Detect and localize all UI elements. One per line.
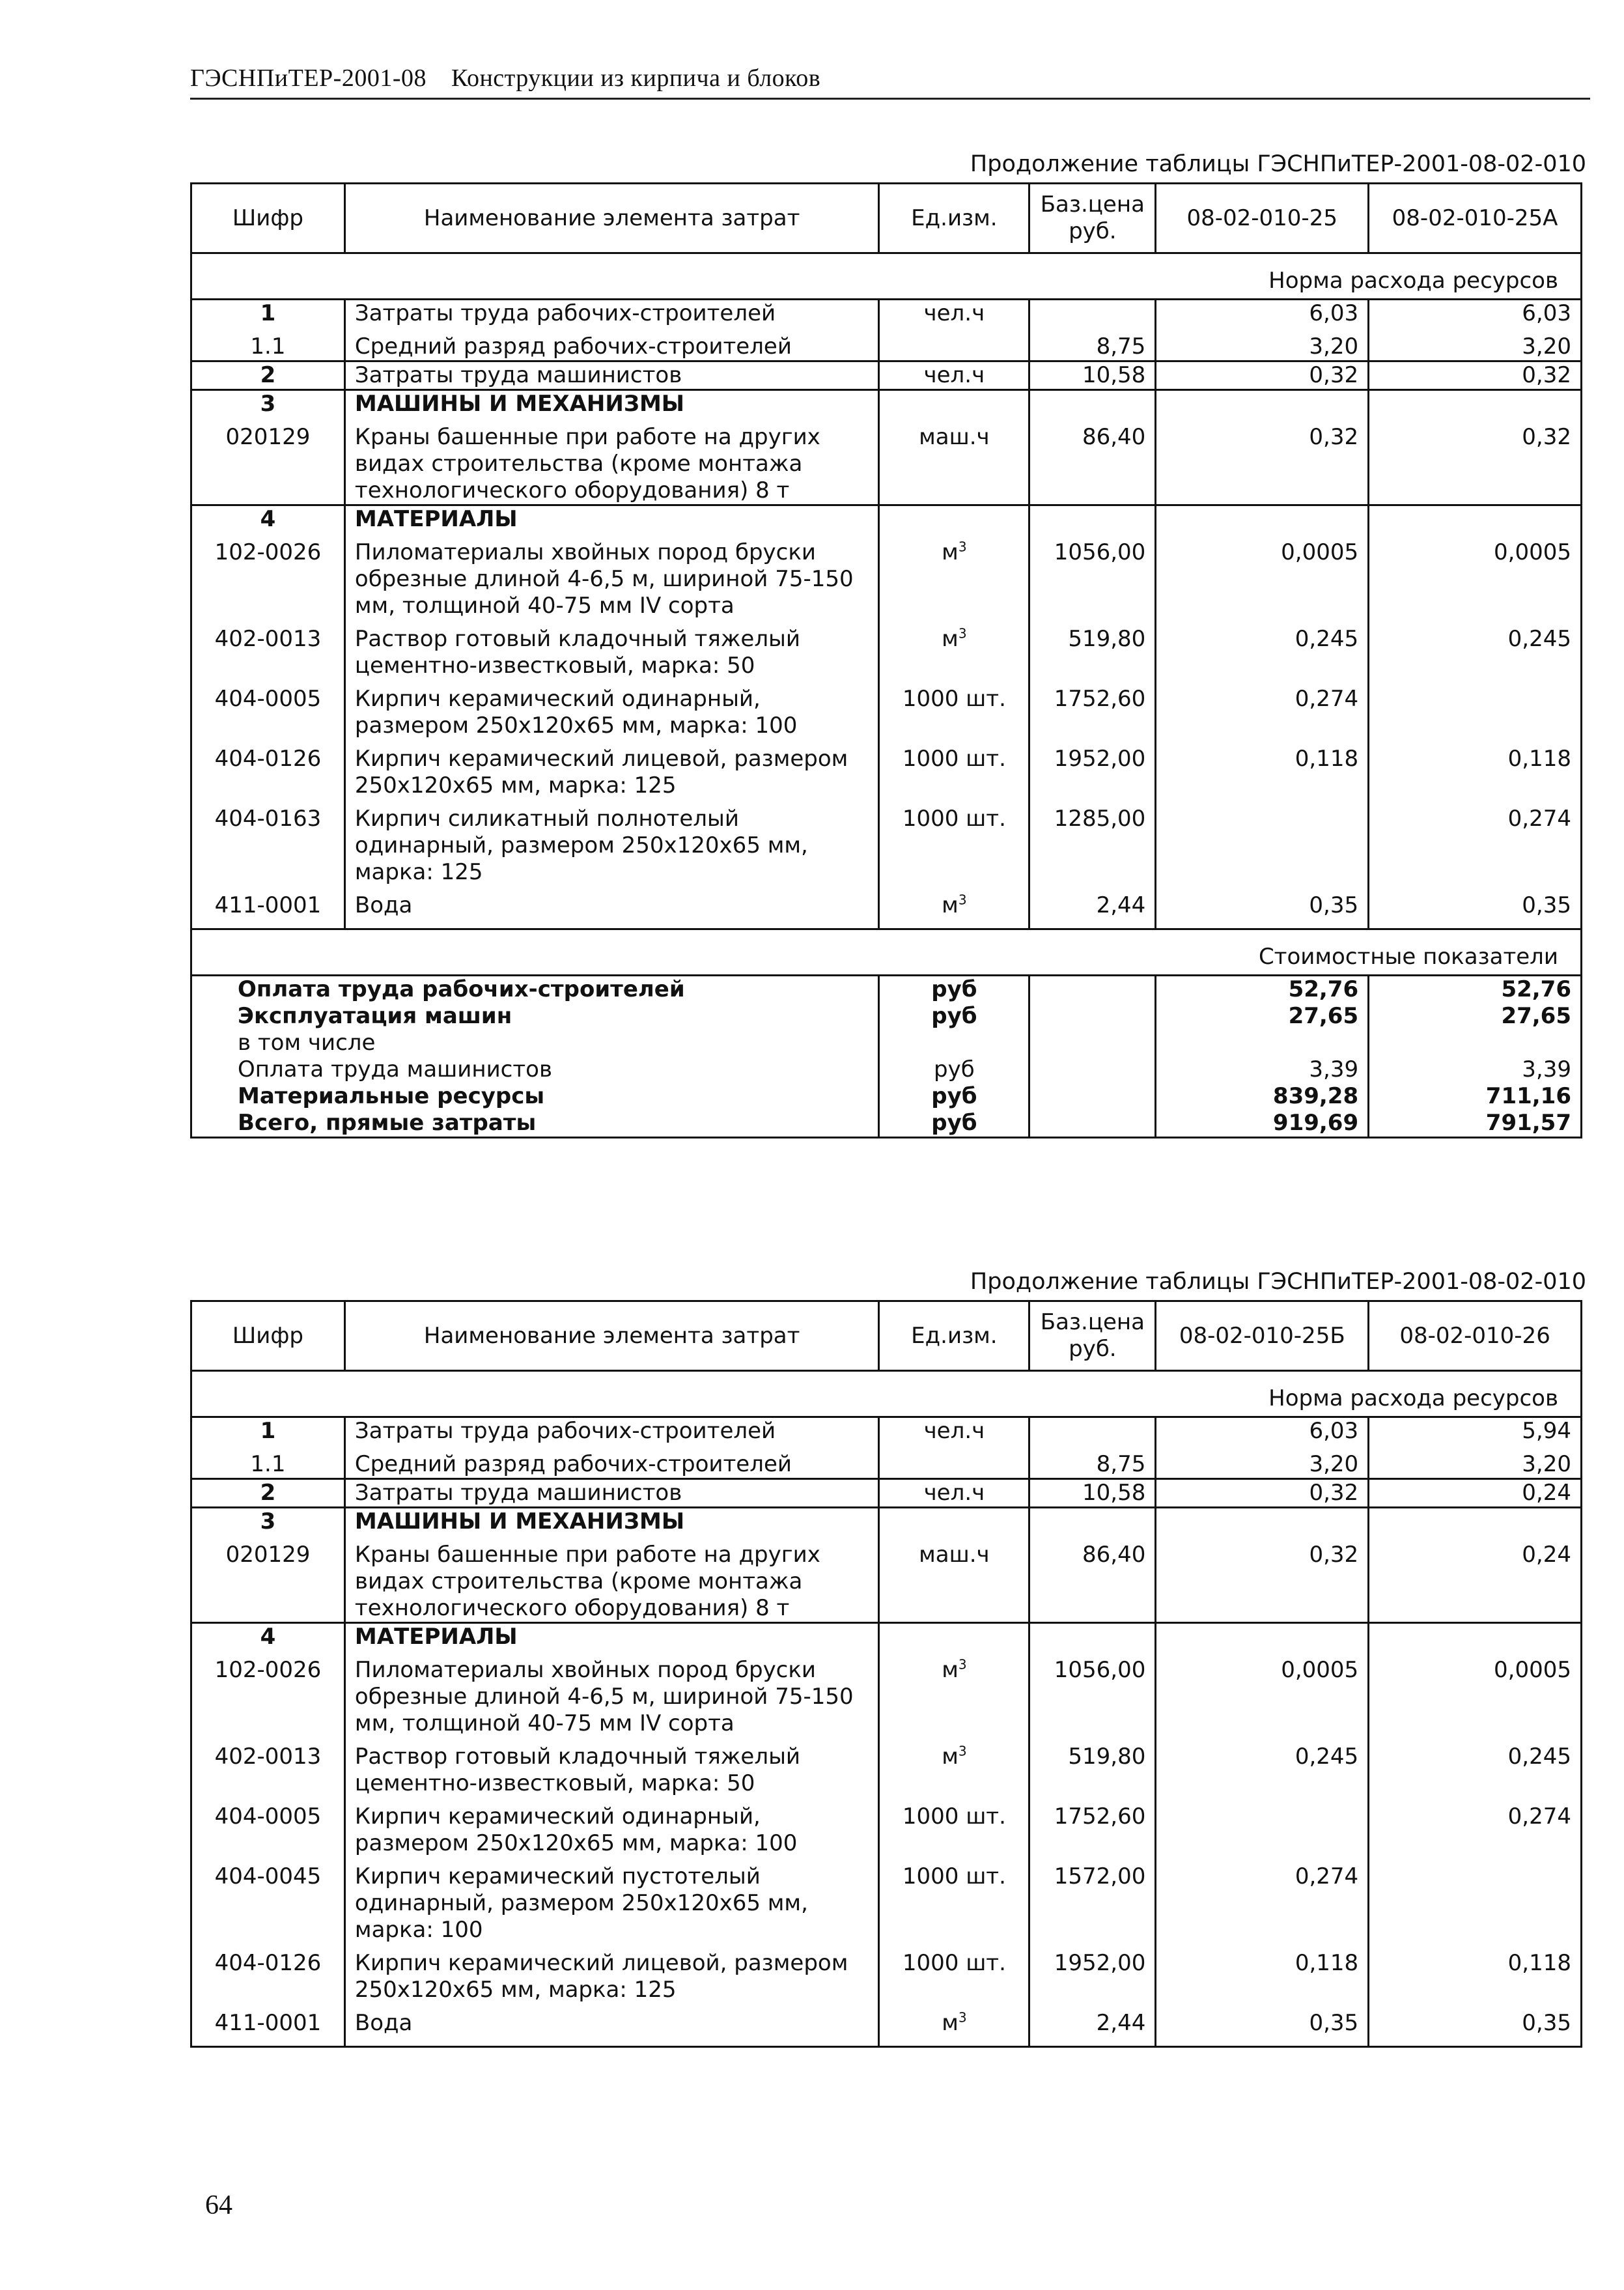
row-name: Кирпич керамический одинарный, размером 250х120х65 мм, марка: 100 xyxy=(344,679,879,739)
unit-superscript: 3 xyxy=(958,1656,967,1673)
table-row xyxy=(191,739,1582,799)
unit-text: м xyxy=(942,539,959,565)
row-name: Пиломатериалы хвойных пород бруски обрезные длиной 4-6,5 м, шириной 75-150 мм, толщиной 40-75 мм IV сорта xyxy=(344,1650,879,1737)
unit-text: 1000 шт. xyxy=(902,746,1006,772)
row-price: 8,75 xyxy=(1029,327,1156,361)
row-value-2: 3,20 xyxy=(1369,1445,1582,1479)
unit-text: 1000 шт. xyxy=(902,686,1006,712)
table-row xyxy=(191,327,1582,361)
column-header-c1: 08-02-010-25 xyxy=(1156,184,1369,253)
row-price: 10,58 xyxy=(1029,361,1156,390)
row-value-1: 0,0005 xyxy=(1156,1650,1369,1737)
unit-text: м xyxy=(942,626,959,652)
row-code: 102-0026 xyxy=(191,533,345,619)
row-unit xyxy=(879,2003,1029,2037)
column-header-price: Баз.цена руб. xyxy=(1029,1301,1156,1371)
table-row xyxy=(191,799,1582,886)
table-row xyxy=(191,1944,1582,2003)
row-name: МАТЕРИАЛЫ xyxy=(344,505,879,533)
table-row xyxy=(191,619,1582,679)
empty-cell xyxy=(1029,1623,1156,1651)
row-value-1: 0,245 xyxy=(1156,619,1369,679)
spacer-row xyxy=(191,919,1582,929)
row-name: Вода xyxy=(344,2003,879,2037)
row-name: Затраты труда машинистов xyxy=(344,1479,879,1508)
cost-row xyxy=(191,1083,1582,1110)
cost-name: Материальные ресурсы xyxy=(191,1083,879,1110)
row-unit xyxy=(879,417,1029,505)
empty-cell xyxy=(879,1508,1029,1536)
cost-value-2: 791,57 xyxy=(1369,1110,1582,1138)
cost-name: Оплата труда рабочих-строителей xyxy=(191,976,879,1004)
row-code: 404-0045 xyxy=(191,1857,345,1944)
cost-row xyxy=(191,1110,1582,1138)
column-header-price: Баз.цена руб. xyxy=(1029,184,1156,253)
header-code: ГЭСНПиТЕР-2001-08 xyxy=(190,64,427,92)
unit-superscript: 3 xyxy=(958,892,967,908)
table-row xyxy=(191,300,1582,328)
row-value-2: 0,0005 xyxy=(1369,1650,1582,1737)
cost-value-1 xyxy=(1156,1030,1369,1056)
spacer-row xyxy=(191,2037,1582,2047)
cost-unit: руб xyxy=(879,1083,1029,1110)
row-name: Средний разряд рабочих-строителей xyxy=(344,1445,879,1479)
empty-cell xyxy=(1156,505,1369,533)
empty-cell xyxy=(1029,390,1156,418)
table-row xyxy=(191,679,1582,739)
unit-text: 1000 шт. xyxy=(902,1803,1006,1830)
row-value-1: 6,03 xyxy=(1156,1417,1369,1445)
row-name: Вода xyxy=(344,886,879,919)
cost-value-1: 27,65 xyxy=(1156,1003,1369,1030)
row-code: 404-0005 xyxy=(191,679,345,739)
row-code: 2 xyxy=(191,361,345,390)
cost-value-1: 919,69 xyxy=(1156,1110,1369,1138)
unit-superscript: 3 xyxy=(958,539,967,555)
row-name: Раствор готовый кладочный тяжелый цементно-известковый, марка: 50 xyxy=(344,619,879,679)
table-row xyxy=(191,505,1582,533)
empty-cell xyxy=(1156,1623,1369,1651)
row-price: 1952,00 xyxy=(1029,1944,1156,2003)
column-header-c1: 08-02-010-25Б xyxy=(1156,1301,1369,1371)
cost-name: в том числе xyxy=(191,1030,879,1056)
row-code: 4 xyxy=(191,505,345,533)
row-value-2: 0,245 xyxy=(1369,1737,1582,1797)
row-value-1: 0,32 xyxy=(1156,361,1369,390)
empty-cell xyxy=(1029,919,1156,929)
row-value-2: 0,32 xyxy=(1369,361,1582,390)
row-price: 519,80 xyxy=(1029,619,1156,679)
empty-cell xyxy=(1369,390,1582,418)
empty-cell xyxy=(1029,505,1156,533)
row-name: Кирпич керамический пустотелый одинарный, размером 250х120х65 мм, марка: 100 xyxy=(344,1857,879,1944)
unit-text: 1000 шт. xyxy=(902,1863,1006,1889)
empty-cell xyxy=(879,1623,1029,1651)
row-value-1: 0,118 xyxy=(1156,739,1369,799)
row-code: 402-0013 xyxy=(191,1737,345,1797)
table-row xyxy=(191,1737,1582,1797)
column-header-c2: 08-02-010-26 xyxy=(1369,1301,1582,1371)
cost-value-2: 3,39 xyxy=(1369,1056,1582,1083)
unit-text: чел.ч xyxy=(923,1480,985,1506)
unit-text: маш.ч xyxy=(919,1542,990,1568)
row-value-2: 0,0005 xyxy=(1369,533,1582,619)
empty-cell xyxy=(879,390,1029,418)
cost-label: Стоимостные показатели xyxy=(191,929,1582,976)
column-header-name: Наименование элемента затрат xyxy=(344,184,879,253)
empty-cell xyxy=(1369,1623,1582,1651)
empty-cell xyxy=(1029,976,1156,1004)
row-value-1: 3,20 xyxy=(1156,1445,1369,1479)
row-price: 86,40 xyxy=(1029,1535,1156,1623)
table-row xyxy=(191,1417,1582,1445)
row-name: Кирпич керамический одинарный, размером 250х120х65 мм, марка: 100 xyxy=(344,1797,879,1857)
norm-label: Норма расхода ресурсов xyxy=(191,253,1582,300)
empty-cell xyxy=(1369,1508,1582,1536)
row-code: 4 xyxy=(191,1623,345,1651)
empty-cell xyxy=(191,919,345,929)
table1 xyxy=(190,182,1582,1138)
row-name: МАШИНЫ И МЕХАНИЗМЫ xyxy=(344,1508,879,1536)
table-row xyxy=(191,886,1582,919)
row-code: 411-0001 xyxy=(191,2003,345,2037)
cost-unit: руб xyxy=(879,1056,1029,1083)
table-row xyxy=(191,1479,1582,1508)
row-name: Затраты труда машинистов xyxy=(344,361,879,390)
row-value-2: 0,24 xyxy=(1369,1535,1582,1623)
row-price xyxy=(1029,300,1156,328)
empty-cell xyxy=(1156,1508,1369,1536)
unit-text: чел.ч xyxy=(923,362,985,388)
cost-value-2: 52,76 xyxy=(1369,976,1582,1004)
row-code: 404-0126 xyxy=(191,1944,345,2003)
row-name: Средний разряд рабочих-строителей xyxy=(344,327,879,361)
unit-text: маш.ч xyxy=(919,424,990,450)
table-row xyxy=(191,1535,1582,1623)
row-value-2: 0,35 xyxy=(1369,2003,1582,2037)
row-unit xyxy=(879,1479,1029,1508)
unit-superscript: 3 xyxy=(958,1743,967,1759)
table-row xyxy=(191,533,1582,619)
row-unit xyxy=(879,679,1029,739)
unit-superscript: 3 xyxy=(958,2009,967,2026)
row-value-2: 0,274 xyxy=(1369,1797,1582,1857)
empty-cell xyxy=(1156,2037,1369,2047)
cost-value-1: 839,28 xyxy=(1156,1083,1369,1110)
cost-value-2 xyxy=(1369,1030,1582,1056)
table-row xyxy=(191,1508,1582,1536)
cost-value-1: 3,39 xyxy=(1156,1056,1369,1083)
column-header-unit: Ед.изм. xyxy=(879,184,1029,253)
row-price: 2,44 xyxy=(1029,2003,1156,2037)
row-value-1: 0,274 xyxy=(1156,1857,1369,1944)
row-name: Кирпич керамический лицевой, размером 250х120х65 мм, марка: 125 xyxy=(344,739,879,799)
row-unit xyxy=(879,619,1029,679)
column-header-c2: 08-02-010-25А xyxy=(1369,184,1582,253)
row-name: МАШИНЫ И МЕХАНИЗМЫ xyxy=(344,390,879,418)
unit-text: 1000 шт. xyxy=(902,1950,1006,1976)
empty-cell xyxy=(1029,1003,1156,1030)
row-value-2: 5,94 xyxy=(1369,1417,1582,1445)
row-price: 2,44 xyxy=(1029,886,1156,919)
row-price: 1752,60 xyxy=(1029,1797,1156,1857)
row-code: 2 xyxy=(191,1479,345,1508)
empty-cell xyxy=(879,505,1029,533)
empty-cell xyxy=(1029,1110,1156,1138)
empty-cell xyxy=(1029,2037,1156,2047)
row-unit xyxy=(879,886,1029,919)
cost-label-row xyxy=(191,929,1582,976)
row-value-1 xyxy=(1156,1797,1369,1857)
row-price: 86,40 xyxy=(1029,417,1156,505)
row-unit xyxy=(879,1650,1029,1737)
row-code: 3 xyxy=(191,390,345,418)
row-price: 1572,00 xyxy=(1029,1857,1156,1944)
table2 xyxy=(190,1300,1582,2048)
row-value-1: 0,32 xyxy=(1156,417,1369,505)
cost-row xyxy=(191,1030,1582,1056)
row-value-1: 0,118 xyxy=(1156,1944,1369,2003)
row-name: Краны башенные при работе на других видах строительства (кроме монтажа технологического оборудования) 8 т xyxy=(344,417,879,505)
row-value-1: 0,274 xyxy=(1156,679,1369,739)
header-title: Конструкции из кирпича и блоков xyxy=(451,64,821,92)
row-code: 3 xyxy=(191,1508,345,1536)
empty-cell xyxy=(1369,505,1582,533)
empty-cell xyxy=(1029,1508,1156,1536)
table-row xyxy=(191,1623,1582,1651)
table-row xyxy=(191,361,1582,390)
row-name: Кирпич керамический лицевой, размером 250х120х65 мм, марка: 125 xyxy=(344,1944,879,2003)
cost-row xyxy=(191,1056,1582,1083)
row-price: 1056,00 xyxy=(1029,533,1156,619)
cost-value-2: 711,16 xyxy=(1369,1083,1582,1110)
row-value-2: 0,245 xyxy=(1369,619,1582,679)
unit-text: м xyxy=(942,2010,959,2036)
column-header-name: Наименование элемента затрат xyxy=(344,1301,879,1371)
row-unit xyxy=(879,533,1029,619)
unit-text: м xyxy=(942,1744,959,1770)
row-price: 1056,00 xyxy=(1029,1650,1156,1737)
page-header xyxy=(190,64,1590,92)
empty-cell xyxy=(879,2037,1029,2047)
row-name: Раствор готовый кладочный тяжелый цементно-известковый, марка: 50 xyxy=(344,1737,879,1797)
row-value-2: 3,20 xyxy=(1369,327,1582,361)
empty-cell xyxy=(1029,1030,1156,1056)
table-row xyxy=(191,390,1582,418)
row-value-1: 0,0005 xyxy=(1156,533,1369,619)
row-code: 1 xyxy=(191,1417,345,1445)
row-value-1: 6,03 xyxy=(1156,300,1369,328)
row-name: Затраты труда рабочих-строителей xyxy=(344,300,879,328)
unit-text: м xyxy=(942,1657,959,1683)
table-row xyxy=(191,1797,1582,1857)
row-name: Кирпич силикатный полнотелый одинарный, размером 250х120х65 мм, марка: 125 xyxy=(344,799,879,886)
row-value-2: 0,118 xyxy=(1369,739,1582,799)
empty-cell xyxy=(1156,919,1369,929)
column-header-unit: Ед.изм. xyxy=(879,1301,1029,1371)
norm-label-row xyxy=(191,1371,1582,1417)
unit-text: чел.ч xyxy=(923,1418,985,1444)
row-price xyxy=(1029,1417,1156,1445)
row-value-2 xyxy=(1369,679,1582,739)
empty-cell xyxy=(1156,390,1369,418)
table-row xyxy=(191,417,1582,505)
empty-cell xyxy=(1369,919,1582,929)
cost-unit xyxy=(879,1030,1029,1056)
unit-text: м xyxy=(942,892,959,918)
row-unit xyxy=(879,1857,1029,1944)
cost-row xyxy=(191,976,1582,1004)
row-value-1: 0,245 xyxy=(1156,1737,1369,1797)
row-unit xyxy=(879,739,1029,799)
cost-row xyxy=(191,1003,1582,1030)
row-unit xyxy=(879,1445,1029,1479)
row-unit xyxy=(879,799,1029,886)
empty-cell xyxy=(1029,1083,1156,1110)
empty-cell xyxy=(1369,2037,1582,2047)
norm-label-row xyxy=(191,253,1582,300)
empty-cell xyxy=(879,919,1029,929)
cost-name: Эксплуатация машин xyxy=(191,1003,879,1030)
norm-label: Норма расхода ресурсов xyxy=(191,1371,1582,1417)
row-unit xyxy=(879,327,1029,361)
cost-unit: руб xyxy=(879,1003,1029,1030)
unit-text: 1000 шт. xyxy=(902,806,1006,832)
empty-cell xyxy=(344,2037,879,2047)
row-code: 411-0001 xyxy=(191,886,345,919)
row-unit xyxy=(879,1944,1029,2003)
row-code: 102-0026 xyxy=(191,1650,345,1737)
row-name: Затраты труда рабочих-строителей xyxy=(344,1417,879,1445)
row-value-2: 0,274 xyxy=(1369,799,1582,886)
table2-caption: Продолжение таблицы ГЭСНПиТЕР-2001-08-02-010 xyxy=(970,1269,1586,1295)
row-value-1: 0,32 xyxy=(1156,1479,1369,1508)
row-value-1: 0,35 xyxy=(1156,2003,1369,2037)
table1-caption: Продолжение таблицы ГЭСНПиТЕР-2001-08-02-010 xyxy=(970,151,1586,177)
row-name: МАТЕРИАЛЫ xyxy=(344,1623,879,1651)
row-unit xyxy=(879,1797,1029,1857)
header-row xyxy=(191,184,1582,253)
cost-value-1: 52,76 xyxy=(1156,976,1369,1004)
cost-value-2: 27,65 xyxy=(1369,1003,1582,1030)
table-row xyxy=(191,1857,1582,1944)
header-row xyxy=(191,1301,1582,1371)
row-price: 10,58 xyxy=(1029,1479,1156,1508)
unit-text: чел.ч xyxy=(923,300,985,326)
row-unit xyxy=(879,1737,1029,1797)
table-row xyxy=(191,1650,1582,1737)
row-code: 402-0013 xyxy=(191,619,345,679)
page-number: 64 xyxy=(205,2190,232,2220)
header-rule xyxy=(190,98,1590,100)
table-row xyxy=(191,2003,1582,2037)
row-value-1 xyxy=(1156,799,1369,886)
empty-cell xyxy=(191,2037,345,2047)
row-value-2: 0,35 xyxy=(1369,886,1582,919)
cost-name: Оплата труда машинистов xyxy=(191,1056,879,1083)
row-code: 020129 xyxy=(191,417,345,505)
row-value-2: 0,24 xyxy=(1369,1479,1582,1508)
row-value-2 xyxy=(1369,1857,1582,1944)
row-name: Краны башенные при работе на других видах строительства (кроме монтажа технологического оборудования) 8 т xyxy=(344,1535,879,1623)
row-value-1: 0,32 xyxy=(1156,1535,1369,1623)
empty-cell xyxy=(344,919,879,929)
row-code: 1.1 xyxy=(191,327,345,361)
row-value-1: 3,20 xyxy=(1156,327,1369,361)
empty-cell xyxy=(1029,1056,1156,1083)
cost-unit: руб xyxy=(879,1110,1029,1138)
column-header-code: Шифр xyxy=(191,1301,345,1371)
row-value-2: 0,118 xyxy=(1369,1944,1582,2003)
row-code: 404-0126 xyxy=(191,739,345,799)
cost-unit: руб xyxy=(879,976,1029,1004)
row-price: 1952,00 xyxy=(1029,739,1156,799)
row-price: 8,75 xyxy=(1029,1445,1156,1479)
row-unit xyxy=(879,361,1029,390)
row-value-1: 0,35 xyxy=(1156,886,1369,919)
column-header-code: Шифр xyxy=(191,184,345,253)
cost-name: Всего, прямые затраты xyxy=(191,1110,879,1138)
row-code: 404-0005 xyxy=(191,1797,345,1857)
row-code: 404-0163 xyxy=(191,799,345,886)
row-code: 020129 xyxy=(191,1535,345,1623)
row-name: Пиломатериалы хвойных пород бруски обрезные длиной 4-6,5 м, шириной 75-150 мм, толщиной 40-75 мм IV сорта xyxy=(344,533,879,619)
row-code: 1.1 xyxy=(191,1445,345,1479)
row-unit xyxy=(879,1535,1029,1623)
row-price: 1285,00 xyxy=(1029,799,1156,886)
row-value-2: 0,32 xyxy=(1369,417,1582,505)
row-price: 1752,60 xyxy=(1029,679,1156,739)
row-price: 519,80 xyxy=(1029,1737,1156,1797)
table-row xyxy=(191,1445,1582,1479)
row-unit xyxy=(879,300,1029,328)
row-value-2: 6,03 xyxy=(1369,300,1582,328)
unit-superscript: 3 xyxy=(958,625,967,642)
row-code: 1 xyxy=(191,300,345,328)
row-unit xyxy=(879,1417,1029,1445)
